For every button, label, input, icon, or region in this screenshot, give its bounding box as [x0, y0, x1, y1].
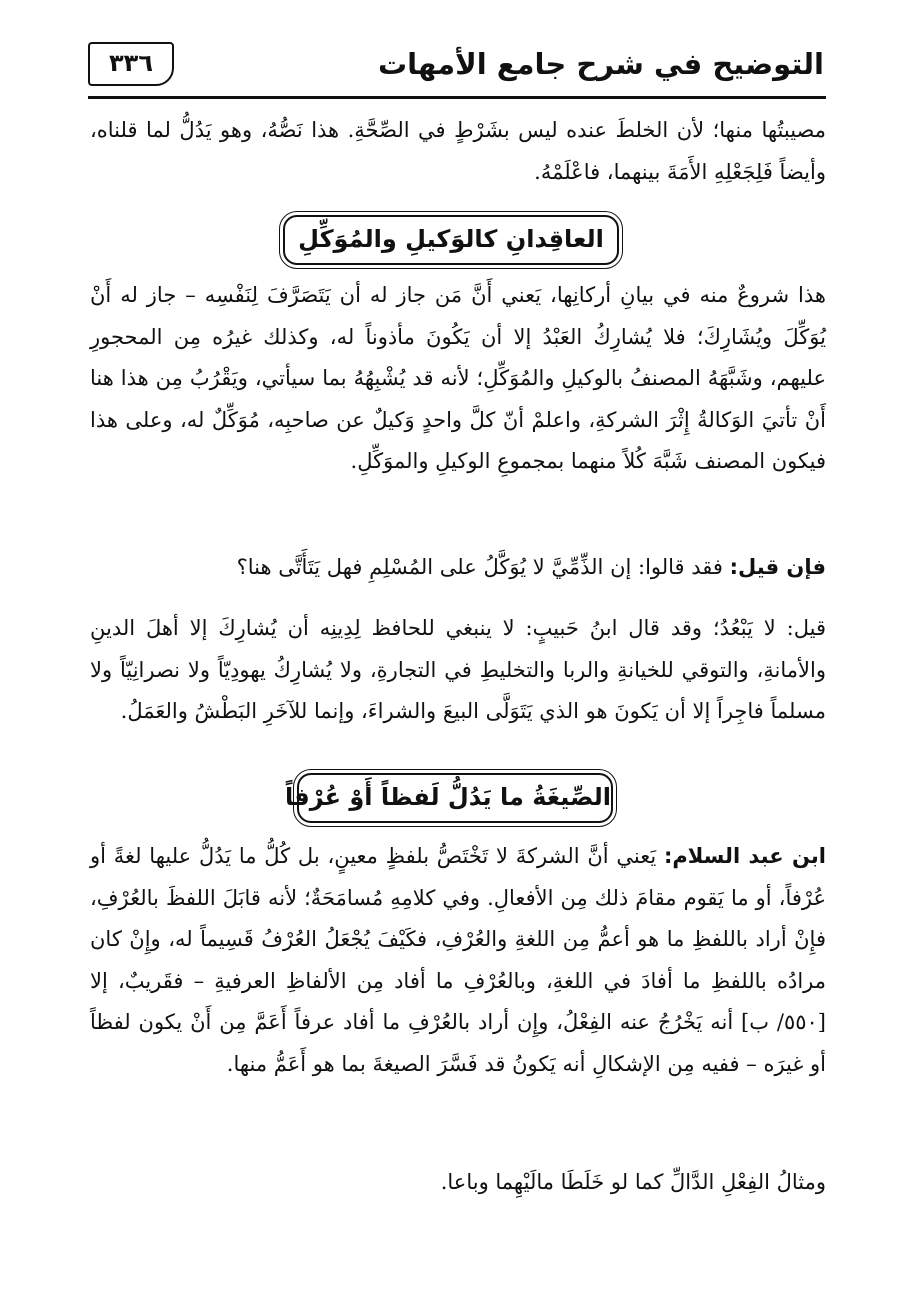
paragraph-5 — [90, 836, 826, 1085]
paragraph-5-text: يَعني أنَّ الشركةَ لا تَخْتَصُّ بلفظٍ معينٍ، بل كُلُّ ما يَدُلُّ عليها لغةً أو عُرْفاً، أو ما يَقوم مقامَ ذلك مِن الأفعالِ. وفي كلامِهِ مُسامَحَةٌ؛ لأنه قابَلَ اللفظَ بالعُرْفِ، فإِنْ أراد باللفظِ ما هو أعمُّ مِن اللغةِ والعُرْفِ، فكَيْفَ يُجْعَلُ العُرْفُ قَسِيماً له، وإِنْ كان مرادُه باللفظِ ما أفادَ في اللغةِ، وبالعُرْفِ ما أفاد مِن الألفاظِ العرفيةِ – فقَريبٌ، إلا [٥٥٠/ ب] أنه يَخْرُجُ عنه الفِعْلُ، وإِن أراد بالعُرْفِ ما أفاد عرفاً أَعَمَّ مِن أَنْ يكون لفظاً أو غيرَه – ففيه مِن الإشكالِ أنه يَكونُ قد فَسَّرَ الصيغةَ بما هو أَعَمُّ منها. — [90, 844, 826, 1076]
page-number: ٣٣٦ — [88, 42, 174, 86]
running-header — [88, 40, 824, 98]
section-heading-contractors: العاقِدانِ كالوَكيلِ والمُوَكِّلِ — [283, 215, 619, 265]
header-rule — [88, 96, 826, 99]
paragraph-4: قيل: لا يَبْعُدُ؛ وقد قال ابنُ حَبيبٍ: لا ينبغي للحافظ لِدِينِه أن يُشارِكَ إلا أهلَ الدينِ والأمانةِ، والتوقي للخيانةِ والربا والتخليطِ في التجارةِ، ولا يُشارِكُ يهودِيّاً ولا نصرانِيّاً ولا مسلماً فاجِراً إلا أن يَكونَ هو الذي يَتَوَلَّى البيعَ والشراءَ، وإنما للآخَرِ البَطْشُ والعَمَلُ. — [90, 616, 826, 723]
section-heading-formula: الصِّيغَةُ ما يَدُلُّ لَفظاً أَوْ عُرْفاً — [297, 773, 613, 823]
paragraph-3-text: فقد قالوا: إن الذِّمِّيَّ لا يُوَكَّلُ على المُسْلِمِ فهل يَتَأَتَّى هنا؟ — [236, 555, 723, 579]
book-title: التوضيح في شرح جامع الأمهات — [377, 47, 824, 81]
paragraph-5-lead: ابن عبد السلام: — [663, 844, 826, 868]
paragraph-3 — [90, 547, 826, 589]
paragraph-2: هذا شروعٌ منه في بيانِ أركانِها، يَعني أَنَّ مَن جاز له أن يَتَصَرَّفَ لِنَفْسِه – جاز له أَنْ يُوَكِّلَ ويُشَارِكَ؛ فلا يُشارِكُ العَبْدُ إلا أن يَكُونَ مأذوناً له، وكذلك غيرُه مِن المحجورِ عليهم، وشَبَّهَهُ المصنفُ بالوكيلِ والمُوَكِّلِ؛ لأنه قد يُشْبِهُهُ بما سيأتي، ويَقْرُبُ مِن هذا هنا أَنْ تأتيَ الوَكالةُ إِثْرَ الشركةِ، واعلمْ أنّ كلَّ واحدٍ وَكيلٌ عن صاحبِه، مُوَكِّلٌ له، وعلى هذا فيكون المصنف شَبَّهَ كُلاً منهما بمجموعِ الوكيلِ والموَكِّلِ. — [90, 283, 826, 473]
paragraph-6: ومثالُ الفِعْلِ الدَّالِّ كما لو خَلَطَا مالَيْهِما وباعا. — [440, 1170, 826, 1194]
paragraph-1: مصيبتُها منها؛ لأن الخلطَ عنده ليس بشَرْطٍ في الصِّحَّةِ. هذا نَصُّهُ، وهو يَدُلُّ لما قلناه، وأيضاً فَلِجَعْلِهِ الأَمَةَ بينهما، فاعْلَمْهُ. — [90, 118, 826, 184]
paragraph-3-lead: فإن قيل: — [729, 555, 826, 579]
